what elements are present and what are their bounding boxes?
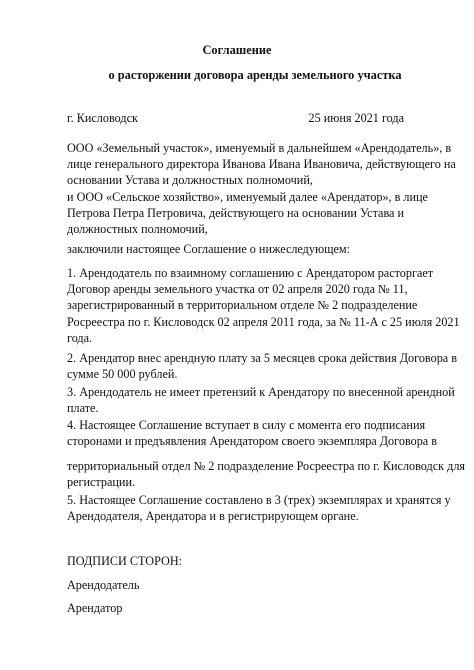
clause-4a <box>67 417 447 449</box>
party1-paragraph <box>67 140 456 189</box>
clause-3 <box>67 384 455 416</box>
text-line: лице генерального директора Иванова Ивана Ивановича, действующего на <box>67 157 456 172</box>
clause-5 <box>67 492 451 524</box>
clause-4b <box>67 458 466 490</box>
text-line: зарегистрированный в территориальном отделе № 2 подразделение <box>67 298 418 313</box>
text-line: плате. <box>67 401 99 416</box>
text-line: Росреестра по г. Кисловодск 02 апреля 2011 года, за № 11-А с 25 июля 2021 <box>67 314 460 329</box>
signatory-landlord: Арендодатель <box>67 578 140 592</box>
signatures-heading: ПОДПИСИ СТОРОН: <box>67 554 183 568</box>
text-line: сторонами и предъявления Арендатором своего экземпляра Договора в <box>67 434 438 449</box>
text-line: 5. Настоящее Соглашение составлено в 3 (трех) экземплярах и хранятся у <box>67 493 451 507</box>
text-line: регистрации. <box>67 475 136 490</box>
intro-paragraph <box>67 241 447 257</box>
document-subtitle: о расторжении договора аренды земельного участка <box>108 68 402 82</box>
clause-2 <box>67 350 457 382</box>
text-line: 4. Настоящее Соглашение вступает в силу с момента его подписания <box>67 418 426 432</box>
text-line: 3. Арендодатель не имеет претензий к Арендатору по внесенной арендной <box>67 385 455 399</box>
text-line: должностных полномочий, <box>67 222 208 237</box>
text-line: заключили настоящее Соглашение о нижеследующем: <box>67 242 350 256</box>
city: г. Кисловодск <box>67 111 138 125</box>
text-line: территориальный отдел № 2 подразделение Росреестра по г. Кисловодск для <box>67 459 466 473</box>
text-line: 2. Арендатор внес арендную плату за 5 месяцев срока действия Договора в <box>67 351 457 365</box>
document-date: 25 июня 2021 года <box>308 111 404 125</box>
text-line: Договор аренды земельного участка от 02 апреля 2020 года № 11, <box>67 282 408 297</box>
text-line: и ООО «Сельское хозяйство», именуемый далее «Арендатор», в лице <box>67 190 428 204</box>
text-line: года. <box>67 330 93 345</box>
text-line: сумме 50 000 рублей. <box>67 367 178 382</box>
text-line: ООО «Земельный участок», именуемый в дальнейшем «Арендодатель», в <box>67 141 452 155</box>
clause-1 <box>67 265 460 346</box>
text-line: основании Устава и должностных полномочий, <box>67 173 313 188</box>
text-line: 1. Арендодатель по взаимному соглашению с Арендатором расторгает <box>67 266 434 280</box>
party2-paragraph <box>67 189 447 238</box>
document-title: Соглашение <box>202 43 272 57</box>
signatory-tenant: Арендатор <box>67 601 123 615</box>
text-line: Петрова Петра Петровича, действующего на основании Устава и <box>67 206 405 221</box>
text-line: Арендодателя, Арендатора и в регистрирующем органе. <box>67 509 359 524</box>
